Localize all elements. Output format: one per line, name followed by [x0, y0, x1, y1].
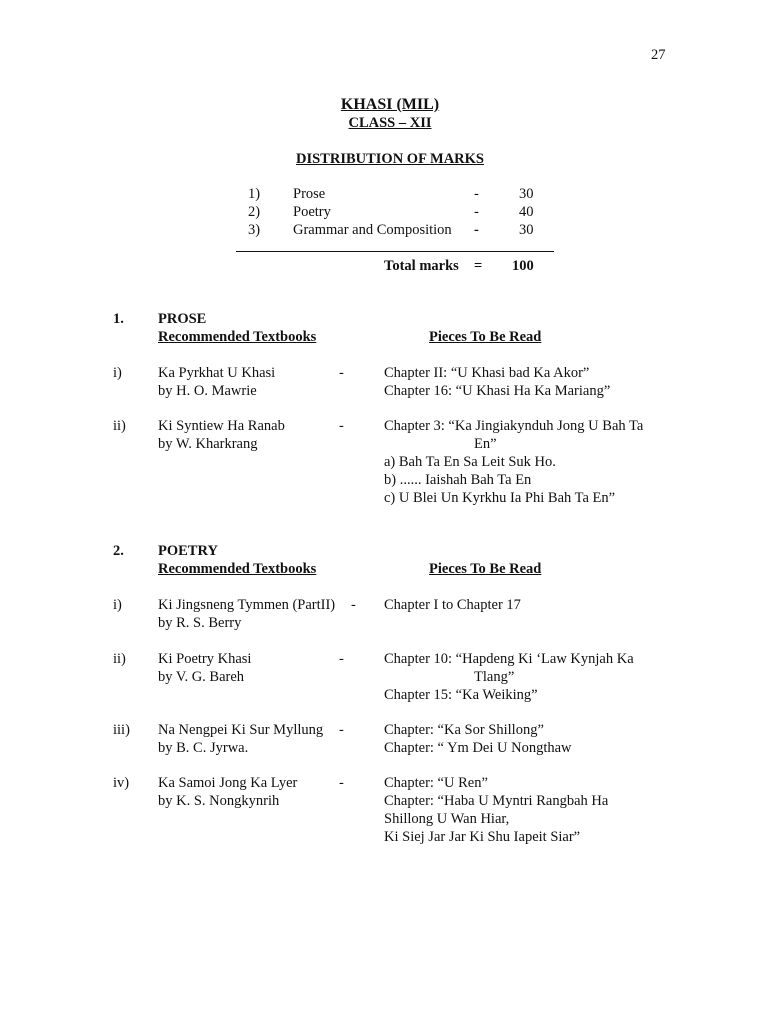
- total-value: 100: [512, 258, 534, 274]
- piece-line: Shillong U Wan Hiar,: [384, 811, 510, 827]
- piece-line: Chapter: “Ka Sor Shillong”: [384, 722, 544, 738]
- book-author: by K. S. Nongkynrih: [158, 793, 280, 809]
- document-title: KHASI (MIL): [340, 96, 440, 113]
- entry-dash: -: [339, 418, 344, 434]
- textbooks-column-header: Recommended Textbooks: [158, 561, 317, 577]
- piece-line: c) U Blei Un Kyrkhu Ia Phi Bah Ta En”: [384, 490, 616, 506]
- marks-row-value: 30: [519, 222, 534, 238]
- section-heading: POETRY: [158, 543, 218, 559]
- piece-line: Chapter I to Chapter 17: [384, 597, 521, 613]
- textbooks-column-header: Recommended Textbooks: [158, 329, 317, 345]
- piece-line: Ki Siej Jar Jar Ki Shu Iapeit Siar”: [384, 829, 581, 845]
- piece-line: Chapter II: “U Khasi bad Ka Akor”: [384, 365, 590, 381]
- book-title: Ki Syntiew Ha Ranab: [158, 418, 285, 434]
- piece-line: a) Bah Ta En Sa Leit Suk Ho.: [384, 454, 556, 470]
- class-label: CLASS – XII: [348, 115, 432, 131]
- total-label: Total marks: [384, 258, 459, 274]
- marks-row-name: Grammar and Composition: [293, 222, 452, 238]
- total-divider: [236, 251, 554, 252]
- entry-roman: i): [113, 597, 122, 613]
- piece-line: Chapter: “ Ym Dei U Nongthaw: [384, 740, 572, 756]
- piece-line: Chapter 16: “U Khasi Ha Ka Mariang”: [384, 383, 611, 399]
- piece-line: Chapter 15: “Ka Weiking”: [384, 687, 538, 703]
- piece-line: Tlang”: [474, 669, 515, 685]
- marks-row-dash: -: [474, 186, 479, 202]
- piece-line: Chapter: “Haba U Myntri Rangbah Ha: [384, 793, 609, 809]
- section-heading: PROSE: [158, 311, 207, 327]
- piece-line: b) ...... Iaishah Bah Ta En: [384, 472, 532, 488]
- distribution-heading: DISTRIBUTION OF MARKS: [296, 151, 484, 167]
- marks-row-dash: -: [474, 204, 479, 220]
- marks-row-number: 2): [248, 204, 261, 220]
- book-author: by W. Kharkrang: [158, 436, 258, 452]
- total-equals: =: [474, 258, 483, 274]
- book-title: Ki Poetry Khasi: [158, 651, 252, 667]
- pieces-column-header: Pieces To Be Read: [429, 329, 542, 345]
- piece-line: Chapter: “U Ren”: [384, 775, 488, 791]
- book-author: by H. O. Mawrie: [158, 383, 257, 399]
- marks-row-number: 1): [248, 186, 261, 202]
- book-author: by V. G. Bareh: [158, 669, 245, 685]
- book-author: by B. C. Jyrwa.: [158, 740, 249, 756]
- marks-row-number: 3): [248, 222, 261, 238]
- book-title: Ka Samoi Jong Ka Lyer: [158, 775, 298, 791]
- book-title: Na Nengpei Ki Sur Myllung: [158, 722, 324, 738]
- entry-roman: i): [113, 365, 122, 381]
- marks-row-dash: -: [474, 222, 479, 238]
- entry-dash: -: [339, 775, 344, 791]
- marks-row-name: Prose: [293, 186, 326, 202]
- book-author: by R. S. Berry: [158, 615, 242, 631]
- piece-line: Chapter 3: “Ka Jingiakynduh Jong U Bah Ta: [384, 418, 644, 434]
- entry-roman: iv): [113, 775, 130, 791]
- book-title: Ki Jingsneng Tymmen (PartII): [158, 597, 336, 613]
- page-number: 27: [651, 47, 666, 63]
- piece-line: Chapter 10: “Hapdeng Ki ‘Law Kynjah Ka: [384, 651, 634, 667]
- marks-row-value: 30: [519, 186, 534, 202]
- marks-row-value: 40: [519, 204, 534, 220]
- section-number: 2.: [113, 543, 124, 559]
- entry-dash: -: [351, 597, 356, 613]
- entry-roman: iii): [113, 722, 130, 738]
- entry-dash: -: [339, 365, 344, 381]
- entry-dash: -: [339, 651, 344, 667]
- entry-roman: ii): [113, 651, 126, 667]
- book-title: Ka Pyrkhat U Khasi: [158, 365, 276, 381]
- section-number: 1.: [113, 311, 124, 327]
- piece-line: En”: [474, 436, 497, 452]
- entry-dash: -: [339, 722, 344, 738]
- marks-row-name: Poetry: [293, 204, 331, 220]
- pieces-column-header: Pieces To Be Read: [429, 561, 542, 577]
- entry-roman: ii): [113, 418, 126, 434]
